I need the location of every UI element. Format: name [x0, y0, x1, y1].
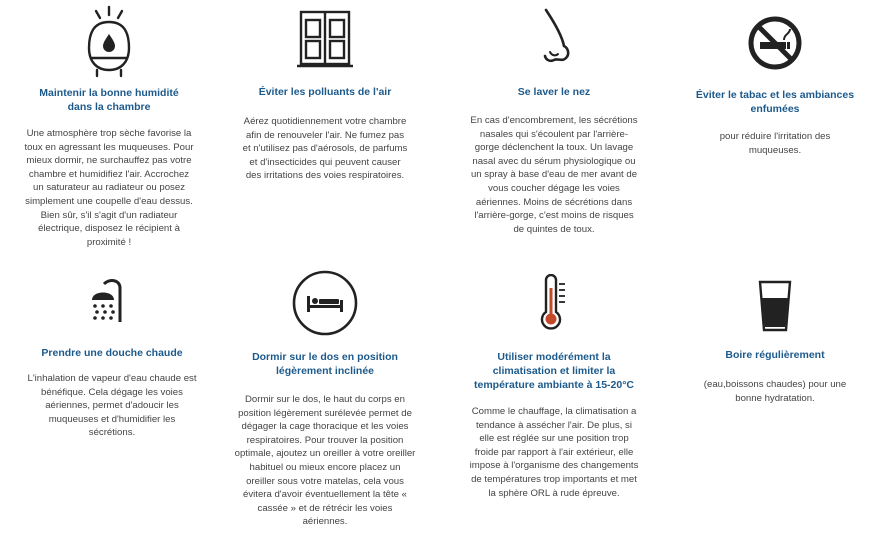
- tip-text: pour réduire l'irritation des muqueuses.: [719, 131, 831, 156]
- tip-no-smoking: [675, 12, 875, 157]
- tip-title: Maintenir la bonne humidité dans la chambre: [39, 87, 179, 113]
- tip-air-pollutants: [225, 8, 425, 183]
- tip-text: En cas d'encombrement, les sécrétions nasales qui s'écoulent par l'arrière-gorge déclenchent la toux. Un lavage nasal avec du sérum physiologique ou un spray à base d'eau de mer avant de vous coucher dégage les voies aériennes. Moins de sécrétions dans l'arrière-gorge, c'est moins de risques de quintes de toux.: [470, 115, 638, 235]
- nose-icon: [524, 8, 584, 70]
- tip-title: Éviter le tabac et les ambiances enfumées: [695, 89, 855, 115]
- tip-drink-regularly: [675, 276, 875, 405]
- tip-text: Une atmosphère trop sèche favorise la toux en agressant les muqueuses. Pour mieux dormir, ne surchauffez pas votre chambre et humidifiez l'air. Accrochez un saturateur au radiateur ou posez simplement une coupelle d'eau dessus. Bien sûr, s'il s'agit d'un radiateur électrique, disposez le récipient à proximité !: [24, 128, 194, 248]
- no-smoking-icon: [744, 12, 806, 74]
- shower-icon: [86, 274, 138, 330]
- humidifier-icon: [77, 4, 141, 80]
- tip-text: Aérez quotidiennement votre chambre afin de renouveler l'air. Ne fumez pas et n'utilisez pas d'aérosols, de parfums et d'insecticides qui peuvent causer des irritations des voies respiratoires.: [242, 116, 408, 182]
- tip-title: Éviter les polluants de l'air: [258, 86, 392, 98]
- tip-title: Dormir sur le dos en position légèrement inclinée: [252, 351, 398, 377]
- tip-text: (eau,boissons chaudes) pour une bonne hydratation.: [703, 379, 847, 404]
- tip-title: Prendre une douche chaude: [41, 347, 183, 359]
- bed-icon: [290, 268, 360, 338]
- glass-of-water-icon: [753, 276, 797, 334]
- tip-humidity: [9, 4, 209, 249]
- tip-inclined-sleep: [225, 268, 425, 529]
- thermometer-icon: [534, 274, 574, 334]
- tip-title: Boire régulièrement: [725, 349, 825, 361]
- tip-hot-shower: [12, 274, 212, 440]
- tip-title: Se laver le nez: [517, 86, 591, 98]
- tip-text: Dormir sur le dos, le haut du corps en position légèrement surélevée permet de dégager la cage thoracique et les voies respiratoires. Pour trouver la position optimale, ajoutez un oreiller à votre oreiller habituel ou mieux encore placez un oreiller sous votre matelas, cela vous évitera d'avoir éventuellement la tête « cassée » et de rétrécir les voies aériennes.: [234, 394, 416, 528]
- tip-text: Comme le chauffage, la climatisation a tendance à assécher l'air. De plus, si elle est réglée sur une position trop froide par rapport à l'air extérieur, elle impose à l'organisme des changements de températures trop importants et met la sphère ORL à rude épreuve.: [469, 406, 639, 499]
- tip-nose-wash: [454, 8, 654, 236]
- tip-air-conditioning: [454, 274, 654, 500]
- tip-title: Utiliser modérément la climatisation et limiter la température ambiante à 15-20°C: [473, 351, 634, 391]
- window-icon: [295, 8, 355, 70]
- tip-text: L'inhalation de vapeur d'eau chaude est bénéfique. Cela dégage les voies aériennes, permet d'adoucir les muqueuses et d'humidifier les sécrétions.: [27, 373, 197, 439]
